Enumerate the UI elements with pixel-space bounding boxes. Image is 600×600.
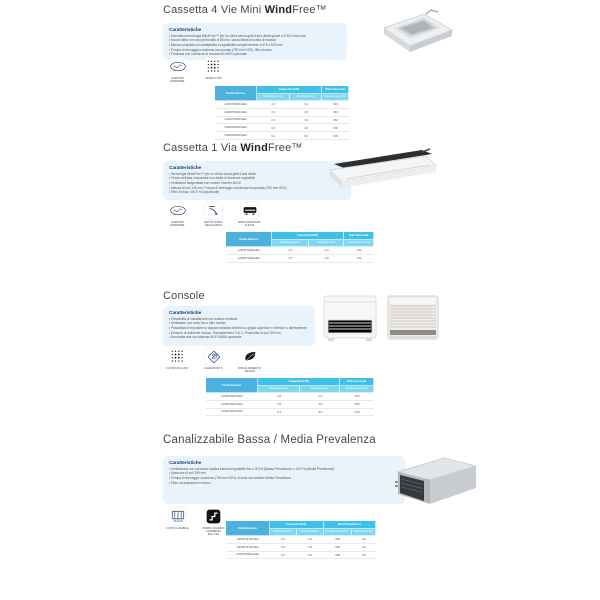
value-cell: 5,6 [297,552,324,560]
col-header-riscaldamento: Riscaldamento [297,529,324,537]
value-cell: 3,8 [300,401,340,409]
feature-icon-windfree [164,58,191,83]
model-cell: AJ035TNLDKG/EU [226,544,270,552]
feature-icon-louver [236,202,263,227]
model-cell: AJ020TNNDKG/EU [215,109,257,117]
value-cell: 2,3 [290,109,322,117]
feature-icon-airflow [200,202,227,227]
value-cell: 2,9 [300,393,340,401]
product-image-console-front [322,292,378,344]
model-cell: AJ016TNNDKG/EU [215,101,257,109]
value-cell: 1,6 [257,101,291,109]
feature-bullet: • Spessore di soli 199 mm [169,471,206,476]
col-group-capacita: Capacità (kW) [258,378,340,386]
product-image-cassetta-1-via [316,147,438,199]
features-list [169,317,309,340]
fan-diamond-icon [205,348,222,365]
windfree-cloud-icon [169,58,186,75]
col-header-raffrescamento: Raffrescamento [270,529,297,537]
title-post: Free™ [268,142,303,154]
value-cell: 5,2 [270,552,297,560]
value-cell: 3,8 [297,544,324,552]
feature-bullet: • Innovativa tecnologia WindFree™ per un clima senza getti d'aria diretti grazie a 5.000 micro-fori [169,33,306,38]
value-cell: 430 [344,255,374,263]
col-group-capacita: Capacità (kW) [257,86,323,94]
feature-icon-microfori [200,58,227,80]
value-cell: 1,9 [290,101,322,109]
col-header-riscaldamento: Riscaldamento [300,386,340,394]
value-cell: 50 [352,552,376,560]
feature-bullet: • Nuova slitta: con una profondità di 84 mm, lascia libera la scelta di incasso [169,38,277,43]
value-cell: 430 [344,247,374,255]
model-cell: AJ035TNNDKG/EU [215,124,257,132]
value-cell: 2,6 [257,117,291,125]
col-header-model: Unità Interna [206,378,258,393]
product-images-console [322,292,440,344]
feature-icon-label: FILTRO INCLUSO [166,366,189,370]
value-cell: 3,5 [270,544,297,552]
model-cell: AJ052TNMDKG/EU [226,552,270,560]
section-title-cassetta-4-vie [163,4,327,16]
feature-bullet: • Sensore di ambiente incluso; Riscaldamento 2-in-1; Profondità di soli 199 mm [169,330,281,335]
feature-icon-filter [164,348,191,370]
product-image-console-open [386,292,440,344]
feature-bullet: • Pompa di drenaggio condensa (750 mm H2O) di serie sul modello Media Prevalenza [169,475,291,480]
value-cell: 2,0 [257,109,291,117]
value-cell: 540 [322,109,349,117]
value-cell: 5,2 [257,132,291,140]
value-cell: 540 [322,117,349,125]
feature-bullet: • Ventilatore tangenziale con motore Inverter BLDC [169,180,242,185]
feature-icon-label: MICRO FORI [205,76,222,80]
col-header-model: Unità Interna [226,232,272,247]
features-heading: Caratteristiche [169,310,202,315]
feature-icons [164,508,227,536]
section-title-cassetta-1-via [163,142,303,154]
value-cell: 540 [340,393,374,401]
value-cell: 2,9 [309,247,345,255]
features-list [169,467,399,486]
feature-icons [164,348,263,373]
value-cell: 680 [324,552,353,560]
feature-bullet: • Pompa di drenaggio condensa incorporata (750 mm H2O), filtro incluso [169,47,272,52]
model-cell: AJ026TNLDKG/EU [226,536,270,544]
value-cell: 5,6 [290,132,322,140]
model-cell: AJ052TNNDKG/EU [215,132,257,140]
value-cell: 3,8 [309,255,345,263]
features-box [163,306,315,346]
col-header-raffrescamento: Raffrescamento [272,240,309,248]
value-cell: 540 [322,101,349,109]
col-group-dati: Dati Generali [340,378,374,386]
section-title-console [163,290,205,302]
feature-bullet: • Filtro ad aspirazione incluso [169,480,211,485]
col-header-model: Unità Interna [226,521,270,536]
value-cell: 600 [322,132,349,140]
value-cell: 2,9 [290,117,322,125]
value-cell: 30 [352,544,376,552]
feature-bullet: • Possibilità di impostare la doppia mandata dell'aria su griglia superiore e inferiore o direttamente [169,325,307,330]
feature-icon-label: COMFORT WINDFREE [170,76,185,83]
model-cell: AJ026TN1DKG/EU [226,247,272,255]
col-header-portata-aria: Portata aria (m³/h) [344,240,374,248]
drain-pump-icon [205,508,222,525]
feature-bullet: • Funziona con il sensore di movimento MDS opzionale [169,52,248,57]
adjustable-airflow-icon [205,202,222,219]
leaf-icon [241,348,258,365]
feature-bullet: • Altezza di soli 135 mm; Pompa di drenaggio condensa incorporata (750 mm H2O) [169,185,287,190]
col-header-raffrescamento: Raffrescamento [258,386,300,394]
product-image-cassetta-4-vie [374,6,458,62]
feature-icons [164,58,227,83]
features-list [169,34,341,57]
model-cell: AJ052TNJDKG/EU [206,409,258,417]
title-text: Canalizzabile Bassa / Media Prevalenza [163,434,376,446]
windfree-cloud-icon [169,202,186,219]
col-group-capacita: Capacità (kW) [272,232,345,240]
feature-icon-washable-filter [164,508,191,530]
col-header-raffrescamento: Raffrescamento [257,94,291,102]
title-post: Free™ [292,4,327,16]
feature-bullet: • Bocchetta aria con sistema Wi-Fi NASA opzionale [169,335,242,340]
features-heading: Caratteristiche [169,460,202,465]
spec-table-canalizzabile [226,521,376,559]
feature-icon-label: POMPA SCARICO CONDENSA INCLUSA [202,526,225,536]
feature-bullet: • Filtro incluso; Wi-Fi Kit (opzionale) [169,190,220,195]
spec-table-cassetta-1-via [226,232,374,263]
feature-bullet: • Flusso dell'aria orizzontale con aletta di direzione regolabile [169,176,256,181]
col-group-dati: Dati Generali [344,232,374,240]
value-cell: 30 [352,536,376,544]
product-image-canalizzabile [392,452,480,510]
col-header-portata-aria: Portata aria (m³/h) [340,386,374,394]
value-cell: 3,5 [258,401,300,409]
feature-icon-windfree [164,202,191,227]
value-cell: 2,9 [297,536,324,544]
feature-icon-label: GETTO D'ARIA REGOLABILE [204,220,223,227]
spec-table-console [206,378,374,416]
value-cell: 3,5 [257,124,291,132]
feature-bullet: • Flessibilità di installazione con scarico verticale [169,316,238,321]
feature-bullet: • Ventilatore con turbo fan e filtro incluso [169,321,226,326]
col-header-riscaldamento: Riscaldamento [309,240,345,248]
col-group-capacita: Capacità (kW) [270,521,324,529]
value-cell: 2,6 [272,247,309,255]
feature-bullet: • Misura compatta con adattabilità e regolabilità complementare a 575 x 575 mm [169,42,283,47]
feature-icon-label: RISCALDAMENTO VELOCE [238,366,261,373]
feature-icon-label: AMPIA APERTURA ALETTA [237,220,262,227]
col-group-dati: Dati Generali [322,86,349,94]
col-header-riscaldamento: Riscaldamento [290,94,322,102]
title-bold: Wind [264,4,293,16]
col-header-prevalenza-pa: Prevalenza (Pa) [352,529,376,537]
feature-icon-label: SILENZIOSITÀ [204,366,223,370]
title-text: Cassetta 1 Via [163,142,241,154]
wide-louver-icon [241,202,258,219]
value-cell: 600 [322,124,349,132]
value-cell: 3,8 [290,124,322,132]
feature-icon-label: COMFORT WINDFREE [170,220,185,227]
col-header-portata-aria: Portata aria (m³/h) [324,529,353,537]
model-cell: AJ026TNJDKG/EU [206,393,258,401]
col-header-model: Unità Interna [215,86,257,101]
value-cell: 5,6 [300,409,340,417]
spec-table-cassetta-4-vie [215,86,349,140]
col-header-portata-aria: Portata aria (m³/h) [322,94,349,102]
value-cell: 5,2 [258,409,300,417]
feature-icon-label: FILTRO LAVABILE [166,526,189,530]
features-box [163,23,347,60]
value-cell: 600 [340,401,374,409]
features-box [163,456,405,504]
micro-holes-icon [205,58,222,75]
feature-icon-heating [236,348,263,373]
features-heading: Caratteristiche [169,165,202,170]
model-cell: AJ035TN1DKG/EU [226,255,272,263]
feature-icon-drain-pump [200,508,227,536]
feature-bullet: • Ventilazione con pressione statica esterna regolabile fino a 30 Pa (Bassa Prevalenza) o 100 Pa (Media Prevalenza) [169,466,335,471]
model-cell: AJ035TNJDKG/EU [206,401,258,409]
value-cell: 540 [324,536,353,544]
value-cell: 590 [324,544,353,552]
model-cell: AJ026TNNDKG/EU [215,117,257,125]
title-text: Cassetta 4 Vie Mini [163,4,265,16]
feature-bullet: • Tecnologia WindFree™ per un clima senza getti d'aria diretti [169,171,256,176]
feature-icons [164,202,263,227]
micro-holes-icon [169,348,186,365]
value-cell: 610 [340,409,374,417]
features-heading: Caratteristiche [169,27,202,32]
washable-filter-icon [169,508,186,525]
section-title-canalizzabile [163,434,376,446]
title-text: Console [163,290,205,302]
col-group-prevalenza: Dati Prevalenza [324,521,377,529]
feature-icon-silent [200,348,227,370]
value-cell: 3,5 [272,255,309,263]
value-cell: 2,6 [270,536,297,544]
value-cell: 2,6 [258,393,300,401]
title-bold: Wind [240,142,268,154]
